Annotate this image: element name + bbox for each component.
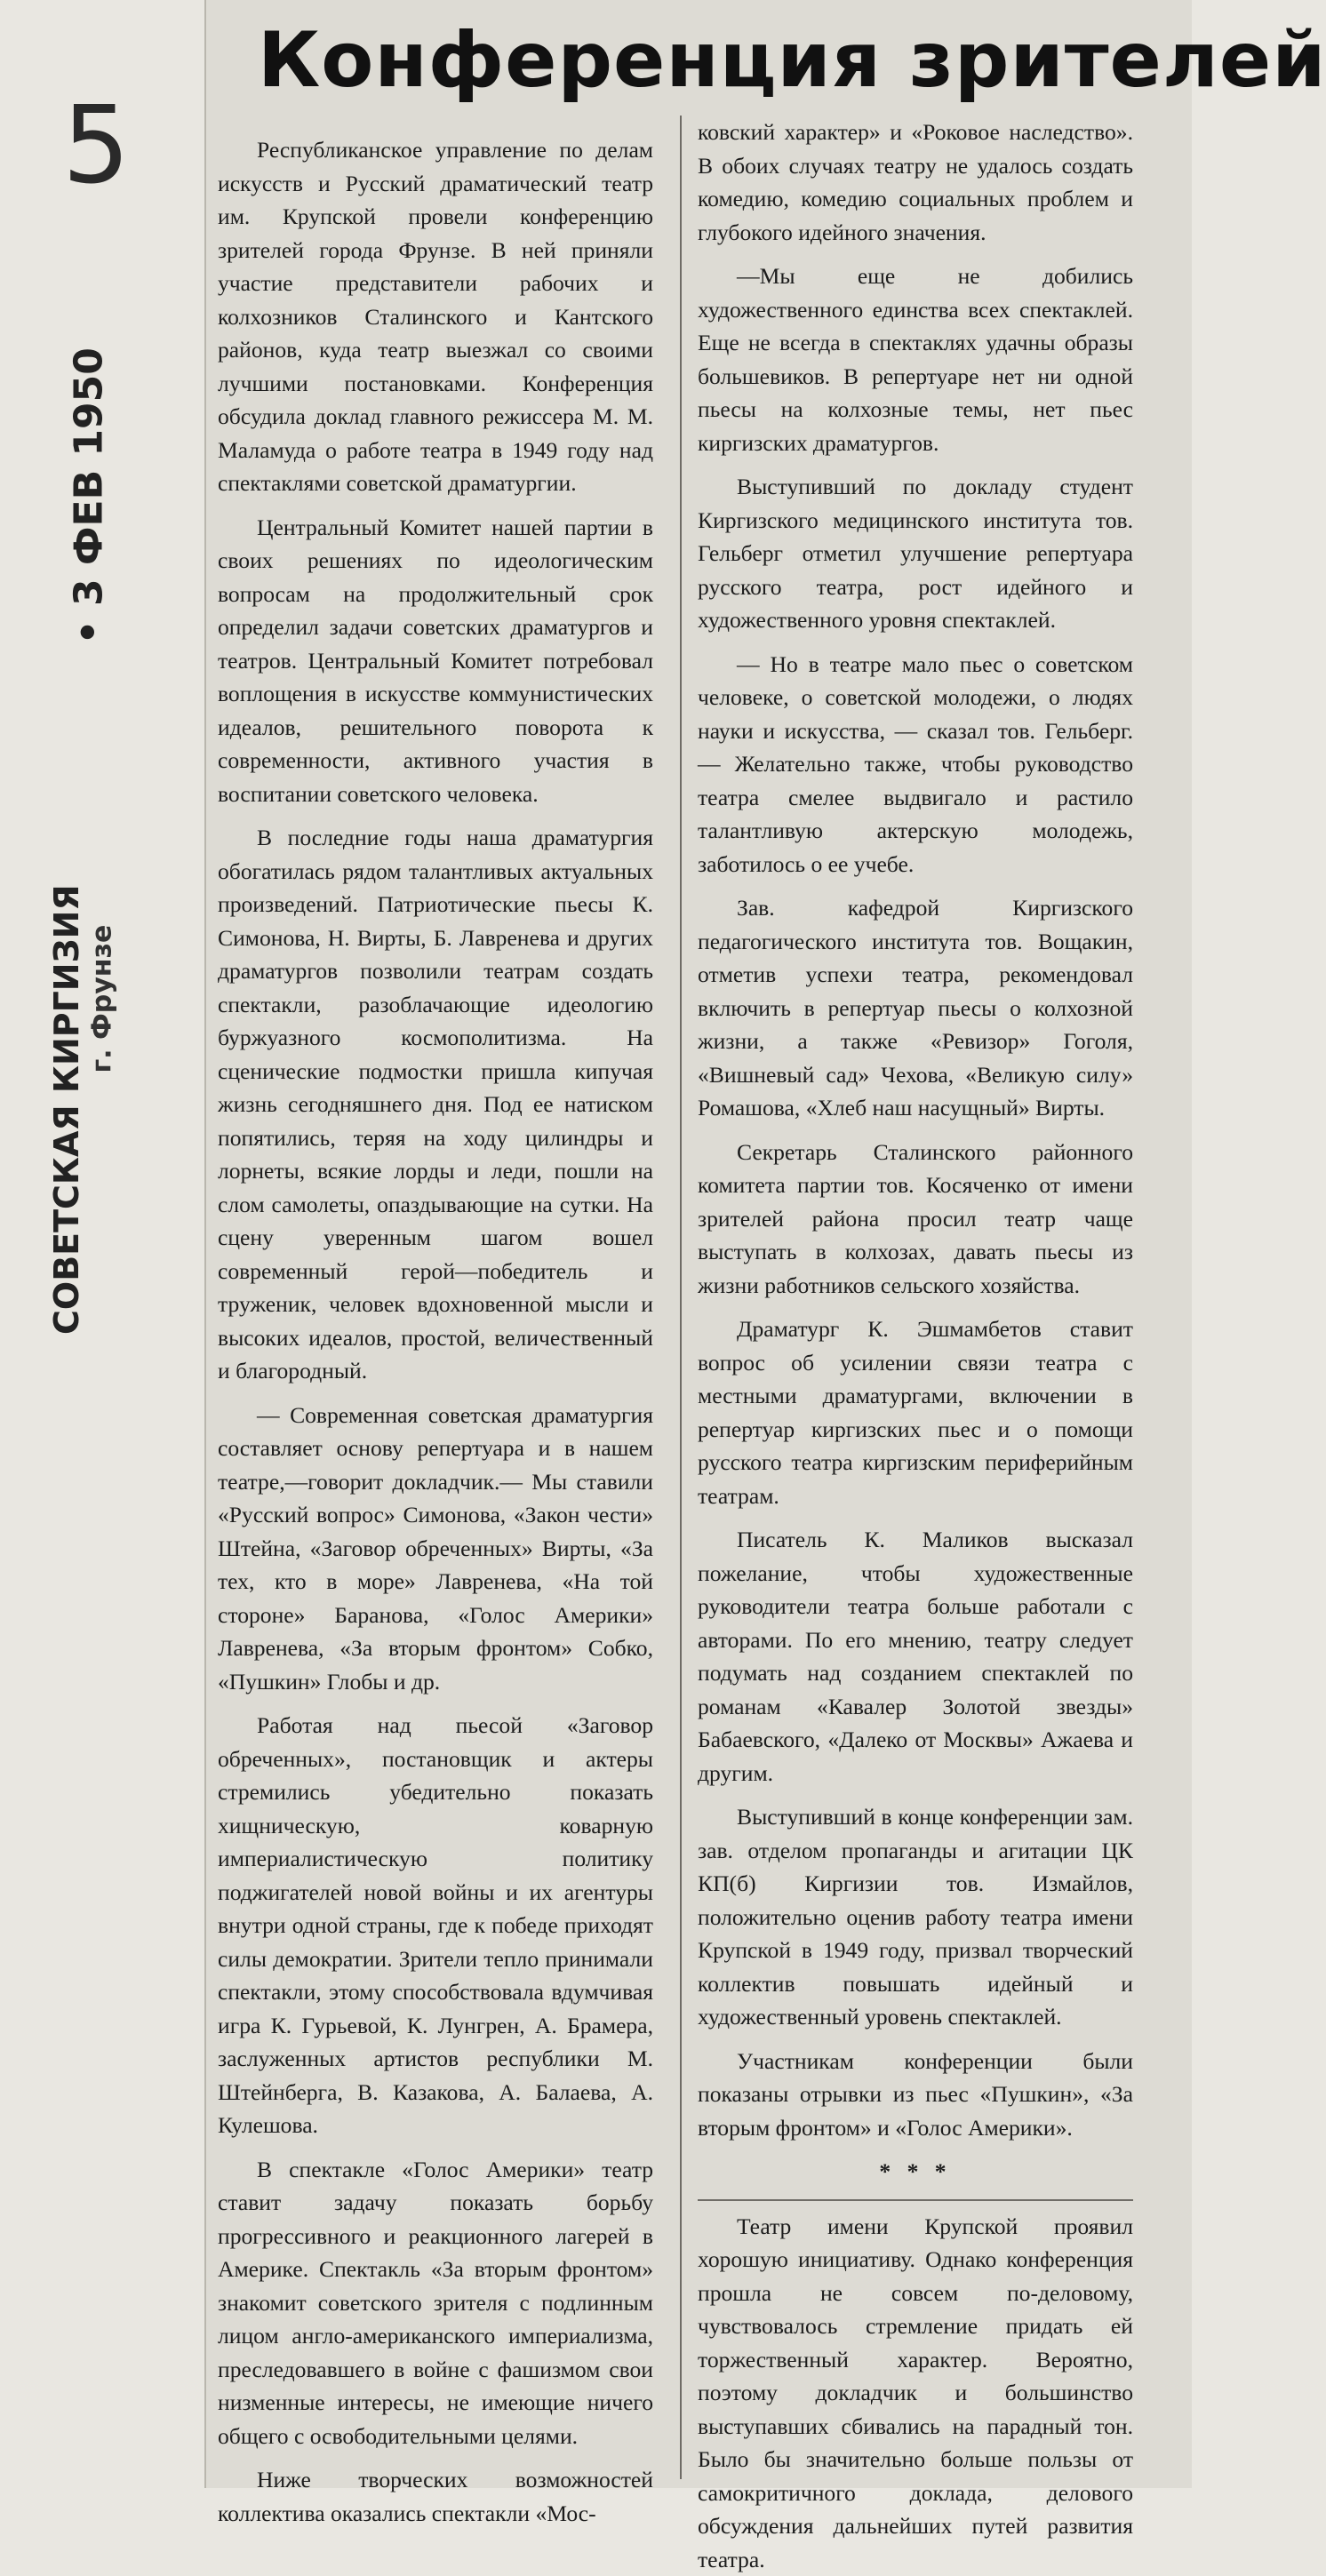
newspaper-name-stamp: СОВЕТСКАЯ КИРГИЗИЯ xyxy=(47,961,86,1335)
article-column-right xyxy=(698,116,1133,2461)
paragraph: Секретарь Сталинского районного комитета партии тов. Косяченко от имени зрителей района просил театр чаще выступать в колхозах, давать пьесы из жизни работников сельского хозяйства. xyxy=(698,1136,1133,1303)
paragraph: Работая над пьесой «Заговор обреченных», постановщик и актеры стремились убедительно показать хищническую, коварную империалистическую политику поджигателей новой войны и их агентуры внутри одной страны, где к победе приходят силы демократии. Зрители тепло принимали спектакли, этому способствовала вдумчивая игра К. Гурьевой, К. Лунгрен, А. Брамера, заслуженных артистов республики М. Штейнберга, В. Казакова, А. Балаева, А. Кулешова. xyxy=(218,1709,653,2142)
column-divider xyxy=(680,116,682,2479)
paragraph: Центральный Комитет нашей партии в своих решениях по идеологическим вопросам на продолжительный срок определил задачи советских драматургов и театров. Центральный Комитет потребовал воплощения в искусстве коммунистических идеалов, решительного поворота к современности, активного участия в воспитании советского человека. xyxy=(218,511,653,811)
paragraph: ковский характер» и «Роковое наследство». В обоих случаях театру не удалось создать комедию, комедию социальных проблем и глубокого идейного значения. xyxy=(698,116,1133,249)
paragraph: Выступивший в конце конференции зам. зав. отделом пропаганды и агитации ЦК КП(б) Киргизии тов. Измайлов, положительно оценив работу театра имени Крупской в 1949 году, призвал творческий коллектив повышать идейный и художественный уровень спектаклей. xyxy=(698,1800,1133,2034)
handwritten-page-number: 5 xyxy=(62,84,130,208)
paragraph: Республиканское управление по делам искусств и Русский драматический театр им. Крупской провели конференцию зрителей города Фрунзе. В ней приняли участие представители рабочих и колхозников Сталинского и Кантского районов, куда театр выезжал со своими лучшими постановками. Конференция обсудила доклад главного режиссера М. М. Маламуда о работе театра в 1949 году над спектаклями советской драматургии. xyxy=(218,133,653,500)
paragraph: Участникам конференции были показаны отрывки из пьес «Пушкин», «За вторым фронтом» и «Голос Америки». xyxy=(698,2045,1133,2145)
paragraph: — Современная советская драматургия составляет основу репертуара и в нашем театре,—говорит докладчик.— Мы ставили «Русский вопрос» Симонова, «Закон чести» Штейна, «Заговор обреченных» Вирты, «За тех, кто в море» Лавренева, «На той стороне» Баранова, «Голос Америки» Лавренева, «За вторым фронтом» Собко, «Пушкин» Глобы и др. xyxy=(218,1399,653,1699)
closing-paragraph: Театр имени Крупской проявил хорошую инициативу. Однако конференция прошла не совсем по-деловому, чувствовалось стремление придать ей торжественный характер. Вероятно, поэтому докладчик и большинство выступавших сбивались на парадный тон. Было бы значительно больше пользы от самокритичного доклада, делового обсуждения дальнейших путей развития театра. xyxy=(698,2199,1133,2576)
paragraph: В последние годы наша драматургия обогатилась рядом талантливых актуальных произведений. Патриотические пьесы К. Симонова, Н. Вирты, Б. Лавренева и других драматургов позволили театрам создать спектакли, разоблачающие идеологию буржуазного космополитизма. На сценические подмостки пришла кипучая жизнь сегодняшнего дня. Под ее натиском попятились, теряя на ходу цилиндры и лорнеты, всякие лорды и леди, пошли на слом самолеты, опаздывающие на сутки. На сцену уверенным шагом вошел современный герой—победитель и труженик, человек вдохновенной мысли и высоких идеалов, простой, величественный и благородный. xyxy=(218,821,653,1388)
paragraph: Ниже творческих возможностей коллектива оказались спектакли «Мос- xyxy=(218,2463,653,2530)
paragraph: Писатель К. Маликов высказал пожелание, чтобы художественные руководители театра больше работали с авторами. По его мнению, театру следует подумать над созданием спектаклей по романам «Кавалер Золотой звезды» Бабаевского, «Далеко от Москвы» Ажаева и другим. xyxy=(698,1523,1133,1790)
date-stamp: • 3 ФЕВ 1950 xyxy=(67,361,112,645)
paragraph: Выступивший по докладу студент Киргизского медицинского института тов. Гельберг отметил улучшение репертуара русского театра, рост идейного и художественного уровня спектаклей. xyxy=(698,470,1133,637)
paragraph: В спектакле «Голос Америки» театр ставит задачу показать борьбу прогрессивного и реакционного лагерей в Америке. Спектакль «За вторым фронтом» знакомит советского зрителя с подлинным лицом англо-американского империализма, преследовавшего в войне с фашизмом свои низменные интересы, не имеющие ничего общего с освободительными целями. xyxy=(218,2153,653,2453)
article-column-left xyxy=(218,133,653,2479)
paragraph: —Мы еще не добились художественного единства всех спектаклей. Еще не всегда в спектаклях удачны образы большевиков. В репертуаре нет ни одной пьесы на колхозные темы, нет пьес киргизских драматургов. xyxy=(698,259,1133,459)
paragraph: — Но в театре мало пьес о советском человеке, о советской молодежи, о людях науки и искусства, — сказал тов. Гельберг. — Желательно также, чтобы руководство театра смелее выдвигало и растило талантливую актерскую молодежь, заботилось о ее учебе. xyxy=(698,648,1133,881)
paragraph: Драматург К. Эшмамбетов ставит вопрос об усилении связи театра с местными драматургами, включении в репертуар киргизских пьес и о помощи русского театра киргизским периферийным театрам. xyxy=(698,1312,1133,1512)
paragraph: Зав. кафедрой Киргизского педагогического института тов. Вощакин, отметив успехи театра, рекомендовал включить в репертуар пьесы о колхозной жизни, а также «Ревизор» Гоголя, «Вишневый сад» Чехова, «Великую силу» Ромашова, «Хлеб наш насущный» Вирты. xyxy=(698,891,1133,1125)
article-title: Конференция зрителей xyxy=(258,16,1173,114)
section-separator: * * * xyxy=(698,2155,1133,2189)
city-stamp: г. Фрунзе xyxy=(87,878,118,1073)
